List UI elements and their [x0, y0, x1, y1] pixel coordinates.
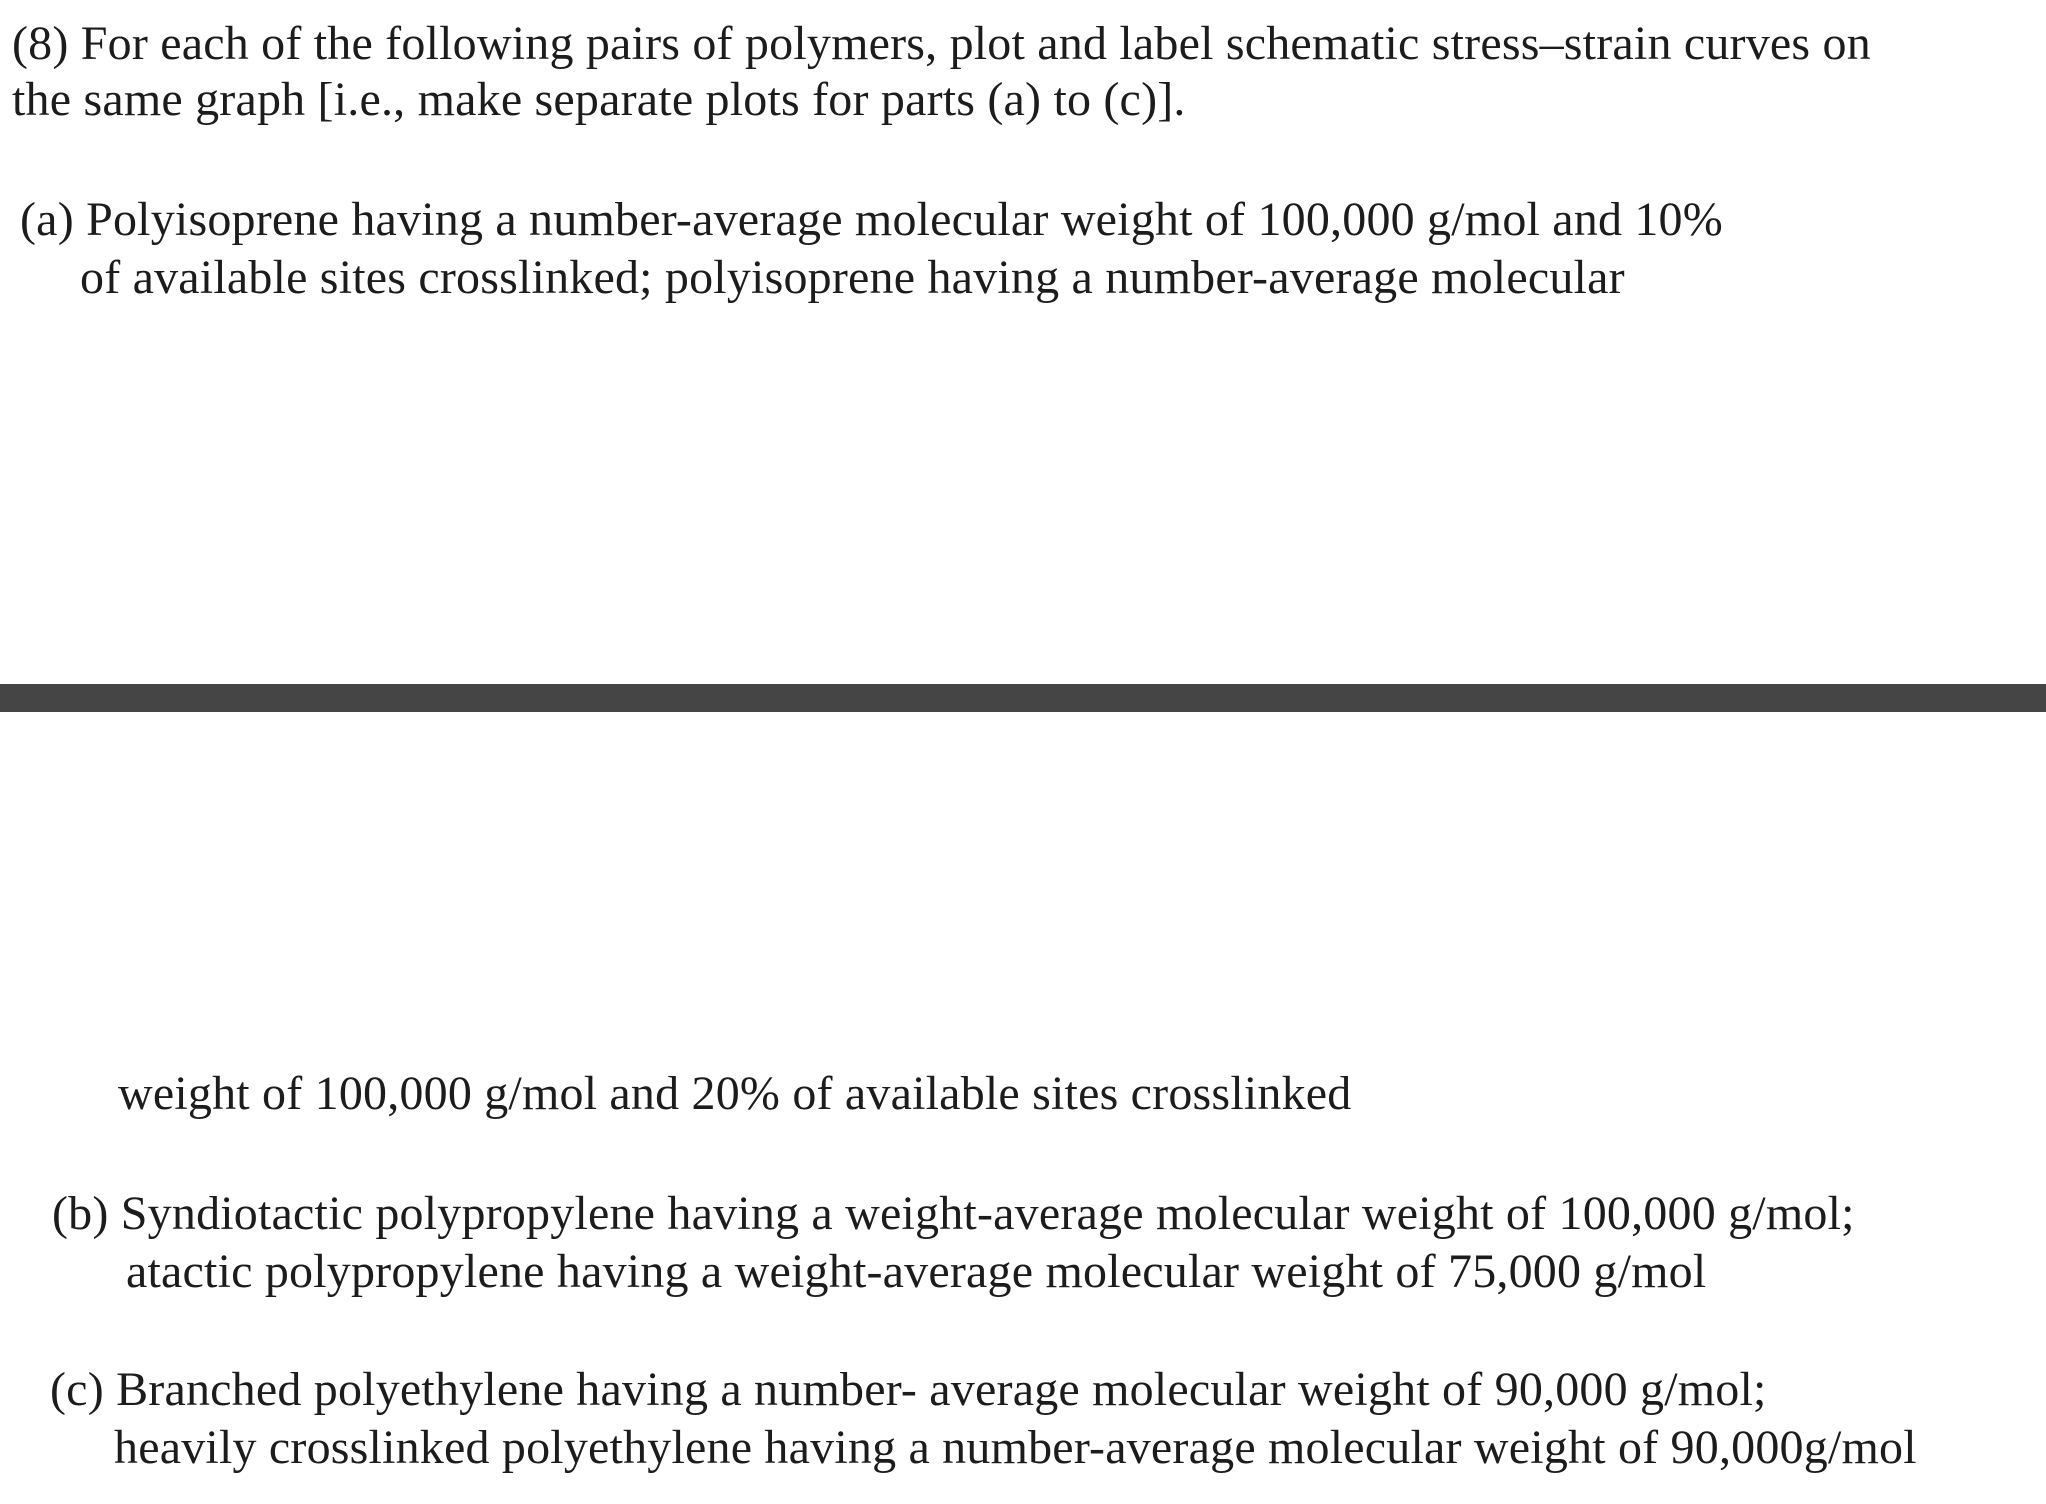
question-line-2: the same graph [i.e., make separate plots for parts (a) to (c)]. — [12, 73, 1186, 126]
part-a-line-2: of available sites crosslinked; polyisoprene having a number-average molecular — [80, 251, 1625, 304]
question-line-1: (8) For each of the following pairs of polymers, plot and label schematic stress–strain curves on — [12, 17, 1871, 70]
page-divider — [0, 684, 2046, 712]
part-a-line-1: (a) Polyisoprene having a number-average molecular weight of 100,000 g/mol and 10% — [20, 193, 1723, 246]
part-b-line-1: (b) Syndiotactic polypropylene having a weight-average molecular weight of 100,000 g/mol; — [52, 1187, 1855, 1240]
part-a-line-3: weight of 100,000 g/mol and 20% of available sites crosslinked — [118, 1067, 1352, 1120]
part-c-line-2: heavily crosslinked polyethylene having a number-average molecular weight of 90,000g/mol — [114, 1421, 1917, 1474]
part-b-line-2: atactic polypropylene having a weight-average molecular weight of 75,000 g/mol — [126, 1245, 1707, 1298]
part-c-line-1: (c) Branched polyethylene having a number- average molecular weight of 90,000 g/mol; — [50, 1363, 1767, 1416]
